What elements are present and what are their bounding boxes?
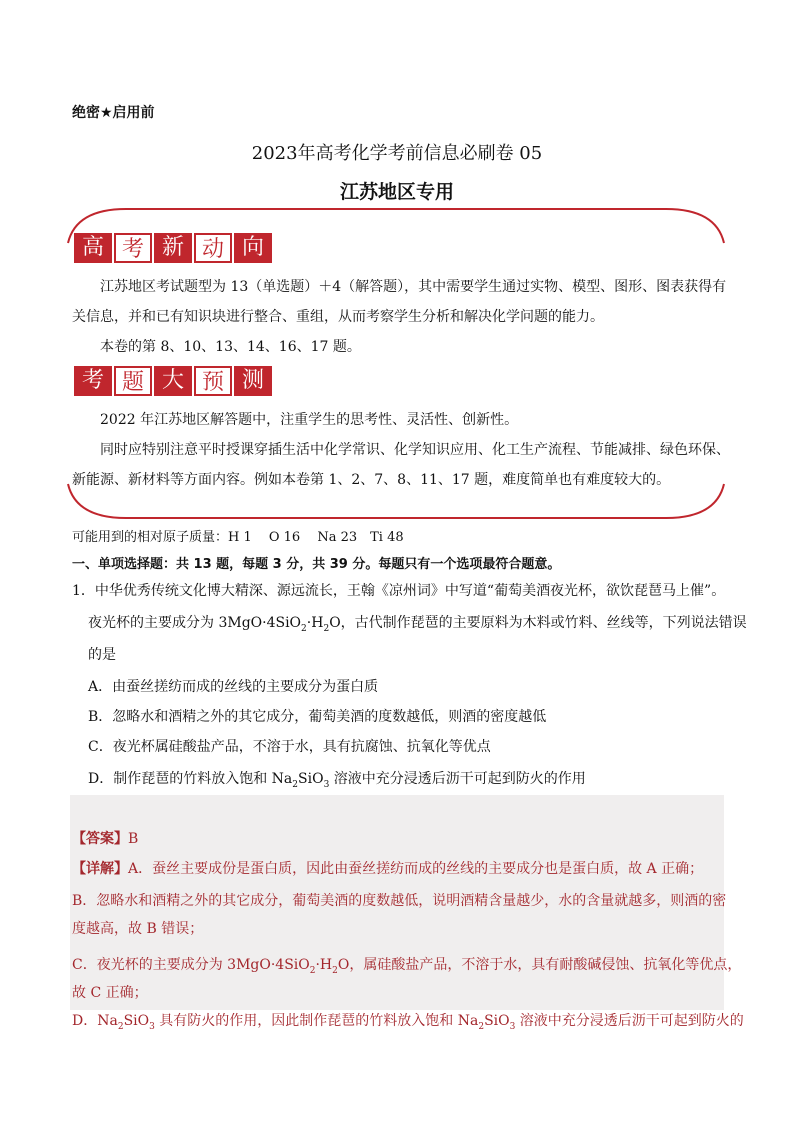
badge-exam-forecast: [74, 366, 272, 396]
intro-line: 江苏地区考试题型为 13（单选题）＋4（解答题），其中需要学生通过实物、模型、图形、图表获得有: [100, 279, 727, 295]
paper-subtitle: 江苏地区专用: [339, 181, 454, 203]
badge-char: 测: [234, 366, 272, 396]
intro-block: [72, 272, 732, 362]
section-heading: 一、单项选择题：共 13 题，每题 3 分，共 39 分。每题只有一个选项最符合题意。: [72, 557, 561, 572]
intro-line: 关信息，并和已有知识块进行整合、重组，从而考察学生分析和解决化学问题的能力。: [72, 309, 604, 325]
badge-char: 向: [234, 233, 272, 263]
badge-new-trends: [74, 233, 272, 263]
atomic-mass-line: 可能用到的相对原子质量：H 1 O 16 Na 23 Ti 48: [72, 530, 404, 545]
detail-line: C．夜光杯的主要成分为 $3MgO\cdot 4SiO_2\cdot H_2O$，属硅酸盐产品，不溶于水，具有耐酸碱侵蚀、抗氧化等优点，: [72, 957, 742, 976]
detail-line: 故 C 正确；: [72, 985, 148, 1001]
option-d: D．制作琵琶的竹料放入饱和 $Na_2SiO_3$ 溶液中充分浸透后沥干可起到防火的作用: [88, 771, 586, 790]
forecast-line: 同时应特别注意平时授课穿插生活中化学常识、化学知识应用、化工生产流程、节能减排、绿色环保、: [100, 442, 730, 458]
question-line: 的是: [88, 647, 116, 663]
badge-char: 大: [154, 366, 192, 396]
detail-line: D．$Na_2SiO_3$ 具有防火的作用，因此制作琵琶的竹料放入饱和 $Na_2SiO_3$ 溶液中充分浸透后沥干可起到防火的: [72, 1013, 744, 1032]
badge-char: 考: [74, 366, 112, 396]
option-b: B．忽略水和酒精之外的其它成分，葡萄美酒的度数越低，则酒的密度越低: [88, 709, 547, 725]
detail-line: 【详解】A．蚕丝主要成份是蛋白质，因此由蚕丝搓纺而成的丝线的主要成分也是蛋白质，故 A 正确；: [72, 861, 704, 877]
detail-line: B．忽略水和酒精之外的其它成分，葡萄美酒的度数越低，说明酒精含量越少，水的含量就越多，则酒的密: [72, 893, 727, 909]
badge-char: 考: [114, 233, 152, 263]
option-c: C．夜光杯属硅酸盐产品，不溶于水，具有抗腐蚀、抗氧化等优点: [88, 739, 491, 755]
badge-char: 高: [74, 233, 112, 263]
forecast-line: 新能源、新材料等方面内容。例如本卷第 1、2、7、8、11、17 题，难度简单也有难度较大的。: [72, 472, 671, 488]
confidential-label: 绝密★启用前: [72, 105, 155, 121]
badge-char: 题: [114, 366, 152, 396]
badge-char: 动: [194, 233, 232, 263]
detail-line: 度越高，故 B 错误；: [72, 921, 204, 937]
bottom-arc-decoration: [66, 482, 726, 522]
intro-line: 本卷的第 8、10、13、14、16、17 题。: [100, 339, 361, 355]
question-line: 夜光杯的主要成分为 $3MgO\cdot 4SiO_2\cdot H_2O$，古代制作琵琶的主要原料为木料或竹料、丝线等，下列说法错误: [88, 615, 747, 634]
question-line: 1．中华优秀传统文化博大精深、源远流长，王翰《凉州词》中写道“葡萄美酒夜光杯，欲饮琵琶马上催”。: [72, 583, 726, 599]
badge-char: 新: [154, 233, 192, 263]
badge-char: 预: [194, 366, 232, 396]
option-a: A．由蚕丝搓纺而成的丝线的主要成分为蛋白质: [88, 679, 379, 695]
answer-line: 【答案】B: [72, 831, 139, 847]
paper-title: 2023年高考化学考前信息必刷卷 05: [251, 143, 543, 164]
forecast-line: 2022 年江苏地区解答题中，注重学生的思考性、灵活性、创新性。: [100, 412, 519, 428]
